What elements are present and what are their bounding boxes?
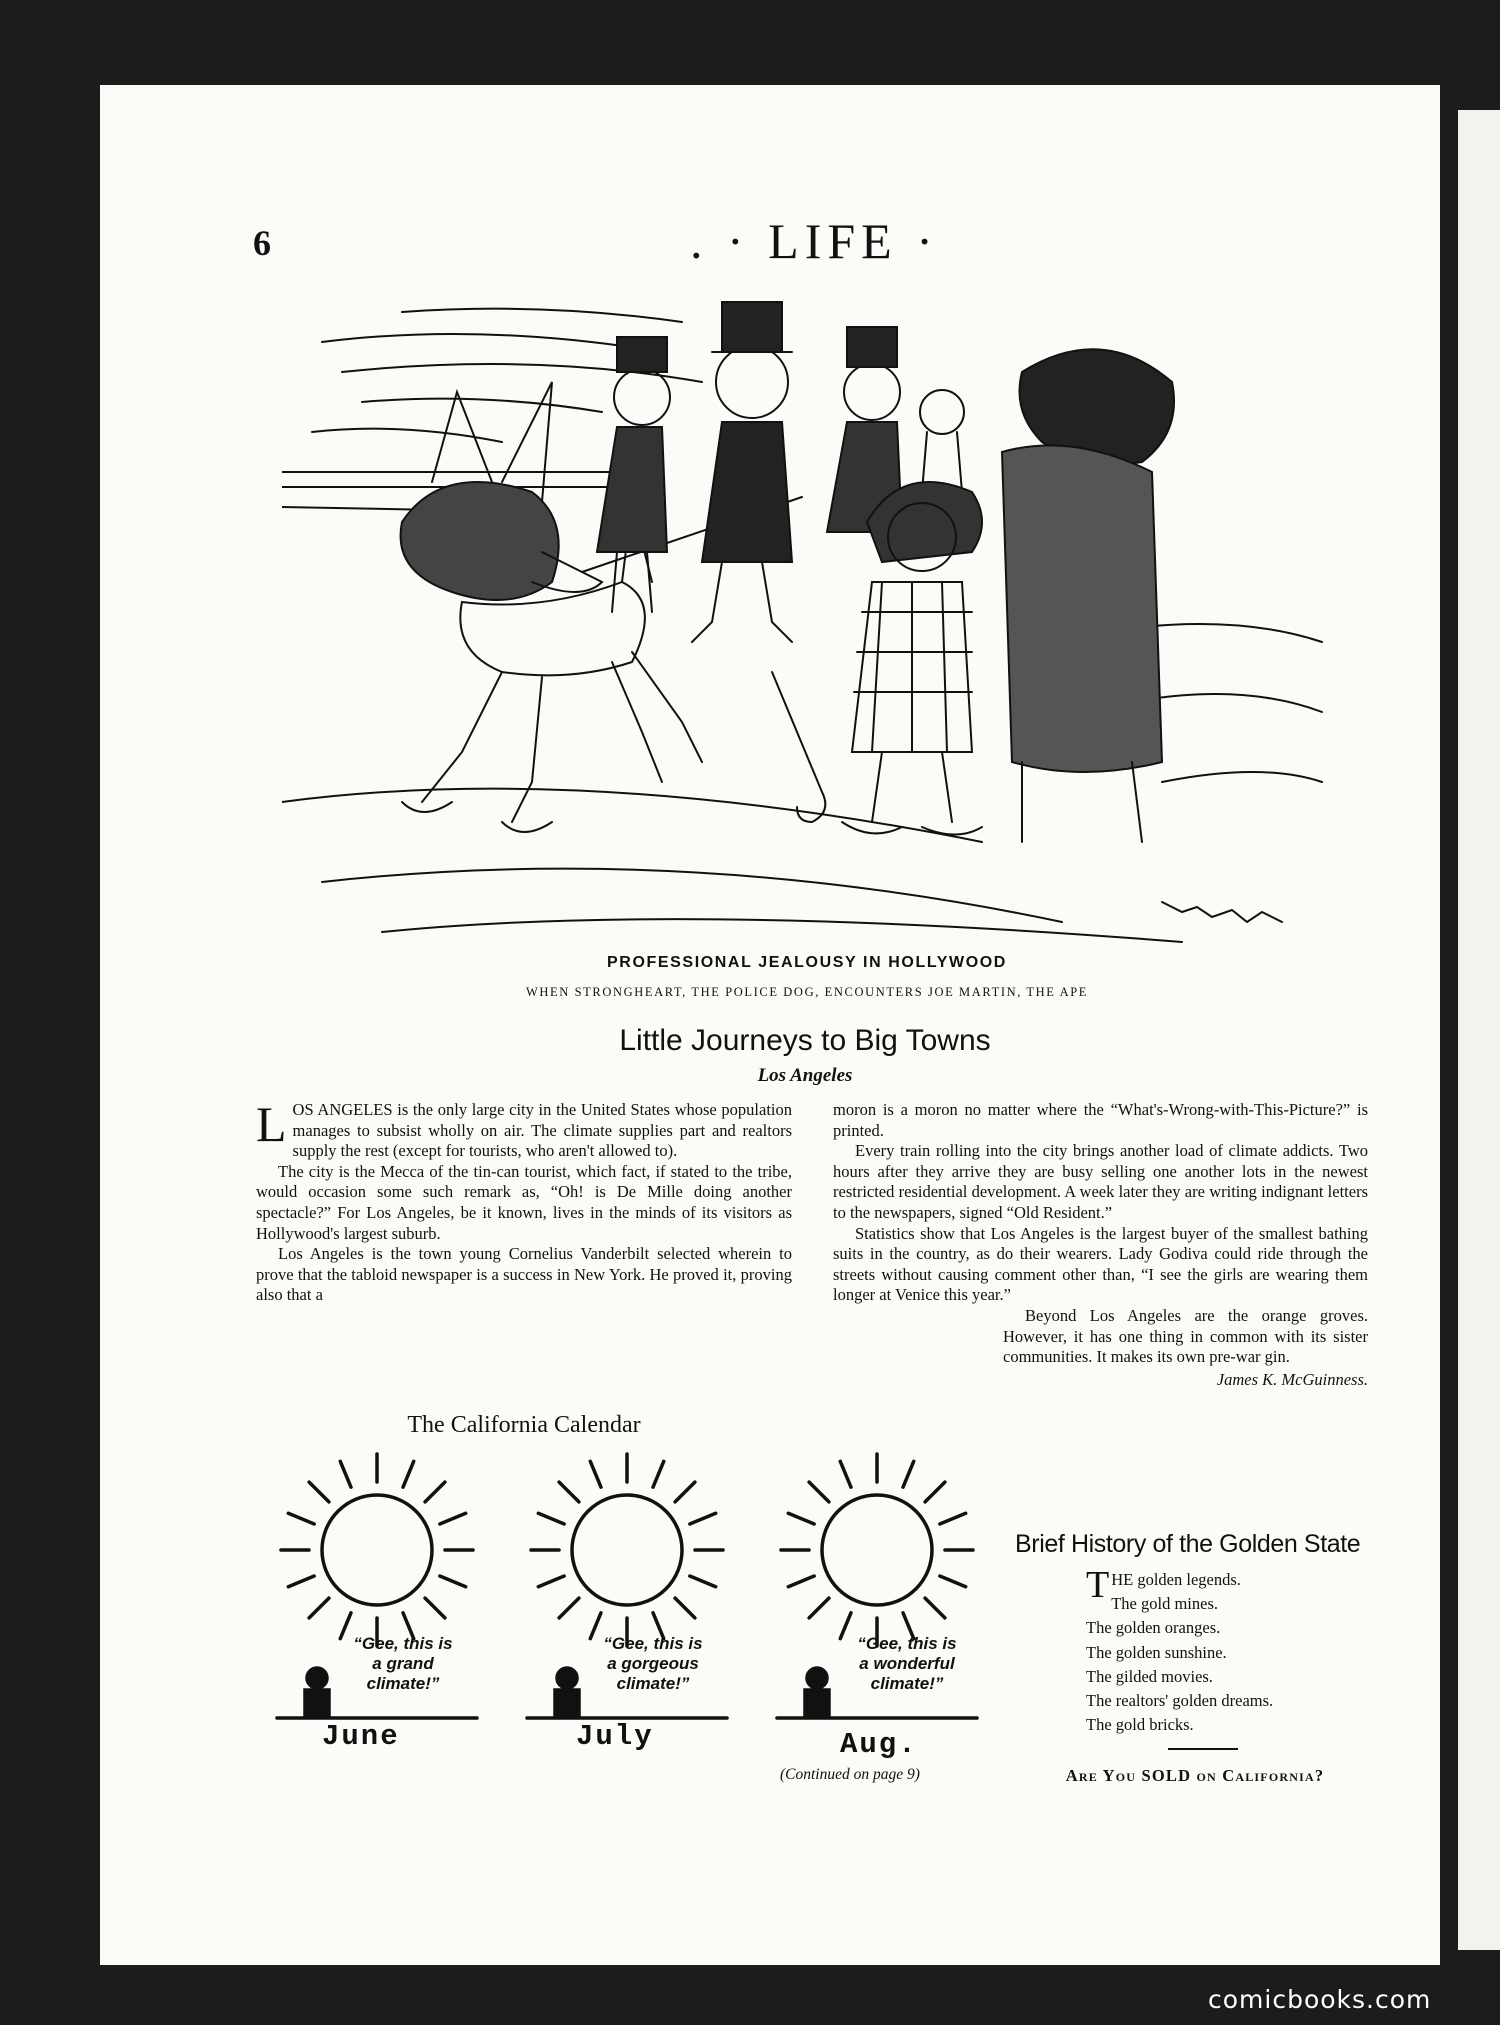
masthead: . · LIFE · <box>690 213 939 269</box>
facing-page-edge <box>1458 110 1500 1950</box>
sun-ray <box>788 1513 814 1524</box>
page-number: 6 <box>253 223 271 263</box>
brief-history-title: Brief History of the Golden State <box>1015 1530 1361 1558</box>
article-paragraph: Every train rolling into the city brings another load of climate addicts. Two hours after they arrive they are busy selling one another lots in the newest restricted residential development. A week later they are writing indignant letters to the newspapers, signed “Old Resident.” <box>833 1141 1368 1222</box>
calendar-title: The California Calendar <box>407 1412 641 1438</box>
drop-cap: T <box>1086 1564 1110 1606</box>
poem-line: The gold bricks. <box>1086 1715 1194 1735</box>
sun-ray <box>925 1598 945 1618</box>
sun-ray <box>559 1482 579 1502</box>
poem-line: The realtors' golden dreams. <box>1086 1691 1274 1711</box>
cartoon-caption-subtitle: WHEN STRONGHEART, THE POLICE DOG, ENCOUNTERS JOE MARTIN, THE APE <box>525 985 1088 999</box>
sun-ray <box>840 1461 851 1487</box>
article-column-left <box>256 1096 792 1306</box>
sun-ray <box>425 1598 445 1618</box>
article-column-right <box>833 1100 1368 1390</box>
continued-note: (Continued on page 9) <box>780 1766 920 1783</box>
article-paragraph: moron is a moron no matter where the “What's-Wrong-with-This-Picture?” is printed. <box>833 1100 1368 1140</box>
calendar-month-july: July <box>576 1720 654 1753</box>
divider-rule <box>1168 1748 1238 1750</box>
sun-icon <box>572 1495 682 1605</box>
sun-ray <box>940 1513 966 1524</box>
sun-ray <box>788 1576 814 1587</box>
poem-line: The gold mines. <box>1111 1594 1218 1614</box>
site-credit: comicbooks.com <box>1208 1985 1432 2014</box>
poem-line: The gilded movies. <box>1086 1666 1213 1686</box>
sun-ray <box>440 1513 466 1524</box>
article-paragraph: LOS ANGELES is the only large city in the United States whose population manages to subsist wholly on air. The climate supplies part and realtors supply the rest (except for tourists, who aren't allowed to). <box>256 1096 792 1161</box>
article-author: James K. McGuinness. <box>1216 1369 1368 1389</box>
california-calendar <box>272 1450 1022 1750</box>
sun-icon <box>822 1495 932 1605</box>
sun-ray <box>925 1482 945 1502</box>
tagline: Are You SOLD on California? <box>1065 1766 1325 1785</box>
sun-ray <box>809 1482 829 1502</box>
sun-icon <box>322 1495 432 1605</box>
sun-ray <box>440 1576 466 1587</box>
sun-ray <box>690 1576 716 1587</box>
sun-ray <box>340 1461 351 1487</box>
calendar-quote-aug: “Gee, this is a wonderful climate!” <box>857 1634 957 1693</box>
sun-ray <box>309 1482 329 1502</box>
cartoon-illustration <box>282 282 1332 952</box>
cartoon-caption-title: PROFESSIONAL JEALOUSY IN HOLLYWOOD <box>607 954 1007 971</box>
brief-history-poem <box>1086 1564 1346 1737</box>
poem-line: The golden sunshine. <box>1086 1642 1227 1662</box>
drop-cap: L <box>256 1096 287 1152</box>
sun-ray <box>425 1482 445 1502</box>
sun-ray <box>403 1461 414 1487</box>
little-man-icon <box>805 1668 829 1716</box>
sun-ray <box>675 1482 695 1502</box>
calendar-month-june: June <box>322 1720 400 1753</box>
sun-ray <box>675 1598 695 1618</box>
sun-ray <box>309 1598 329 1618</box>
sun-ray <box>940 1576 966 1587</box>
article-paragraph: The city is the Mecca of the tin-can tourist, which fact, if stated to the tribe, would occasion some such remark as, “Oh! is De Mille doing another spectacle?” For Los Angeles, be it known, lives in the minds of its visitors as Hollywood's largest suburb. <box>256 1161 792 1243</box>
calendar-month-aug: Aug. <box>840 1728 918 1761</box>
sun-ray <box>903 1461 914 1487</box>
article-paragraph: Los Angeles is the town young Cornelius Vanderbilt selected wherein to prove that the tabloid newspaper is a success in New York. He proved it, proving also that a <box>256 1244 792 1305</box>
sun-ray <box>590 1461 601 1487</box>
sun-ray <box>538 1576 564 1587</box>
calendar-quote-july: “Gee, this is a gorgeous climate!” <box>603 1634 703 1693</box>
sun-ray <box>538 1513 564 1524</box>
poem-line: HE golden legends. <box>1111 1570 1241 1589</box>
article-paragraph: Statistics show that Los Angeles is the largest buyer of the smallest bathing suits in the country, as do their wearers. Lady Godiva could ride through the streets without causing comment other than, “I see the girls are wearing them longer at Venice this year.” <box>833 1223 1368 1305</box>
little-man-icon <box>305 1668 329 1716</box>
sun-ray <box>690 1513 716 1524</box>
article-paragraph: Beyond Los Angeles are the orange groves. However, it has one thing in common with its sister communities. It makes its own pre-war gin. <box>1003 1305 1368 1367</box>
little-man-icon <box>555 1668 579 1716</box>
article-subtitle: Los Angeles <box>757 1065 853 1086</box>
sun-ray <box>288 1513 314 1524</box>
sun-ray <box>288 1576 314 1587</box>
sun-ray <box>559 1598 579 1618</box>
sun-ray <box>809 1598 829 1618</box>
poem-line: The golden oranges. <box>1086 1618 1221 1638</box>
calendar-quote-june: “Gee, this is a grand climate!” <box>353 1634 453 1693</box>
article-title: Little Journeys to Big Towns <box>619 1024 991 1057</box>
sun-ray <box>653 1461 664 1487</box>
